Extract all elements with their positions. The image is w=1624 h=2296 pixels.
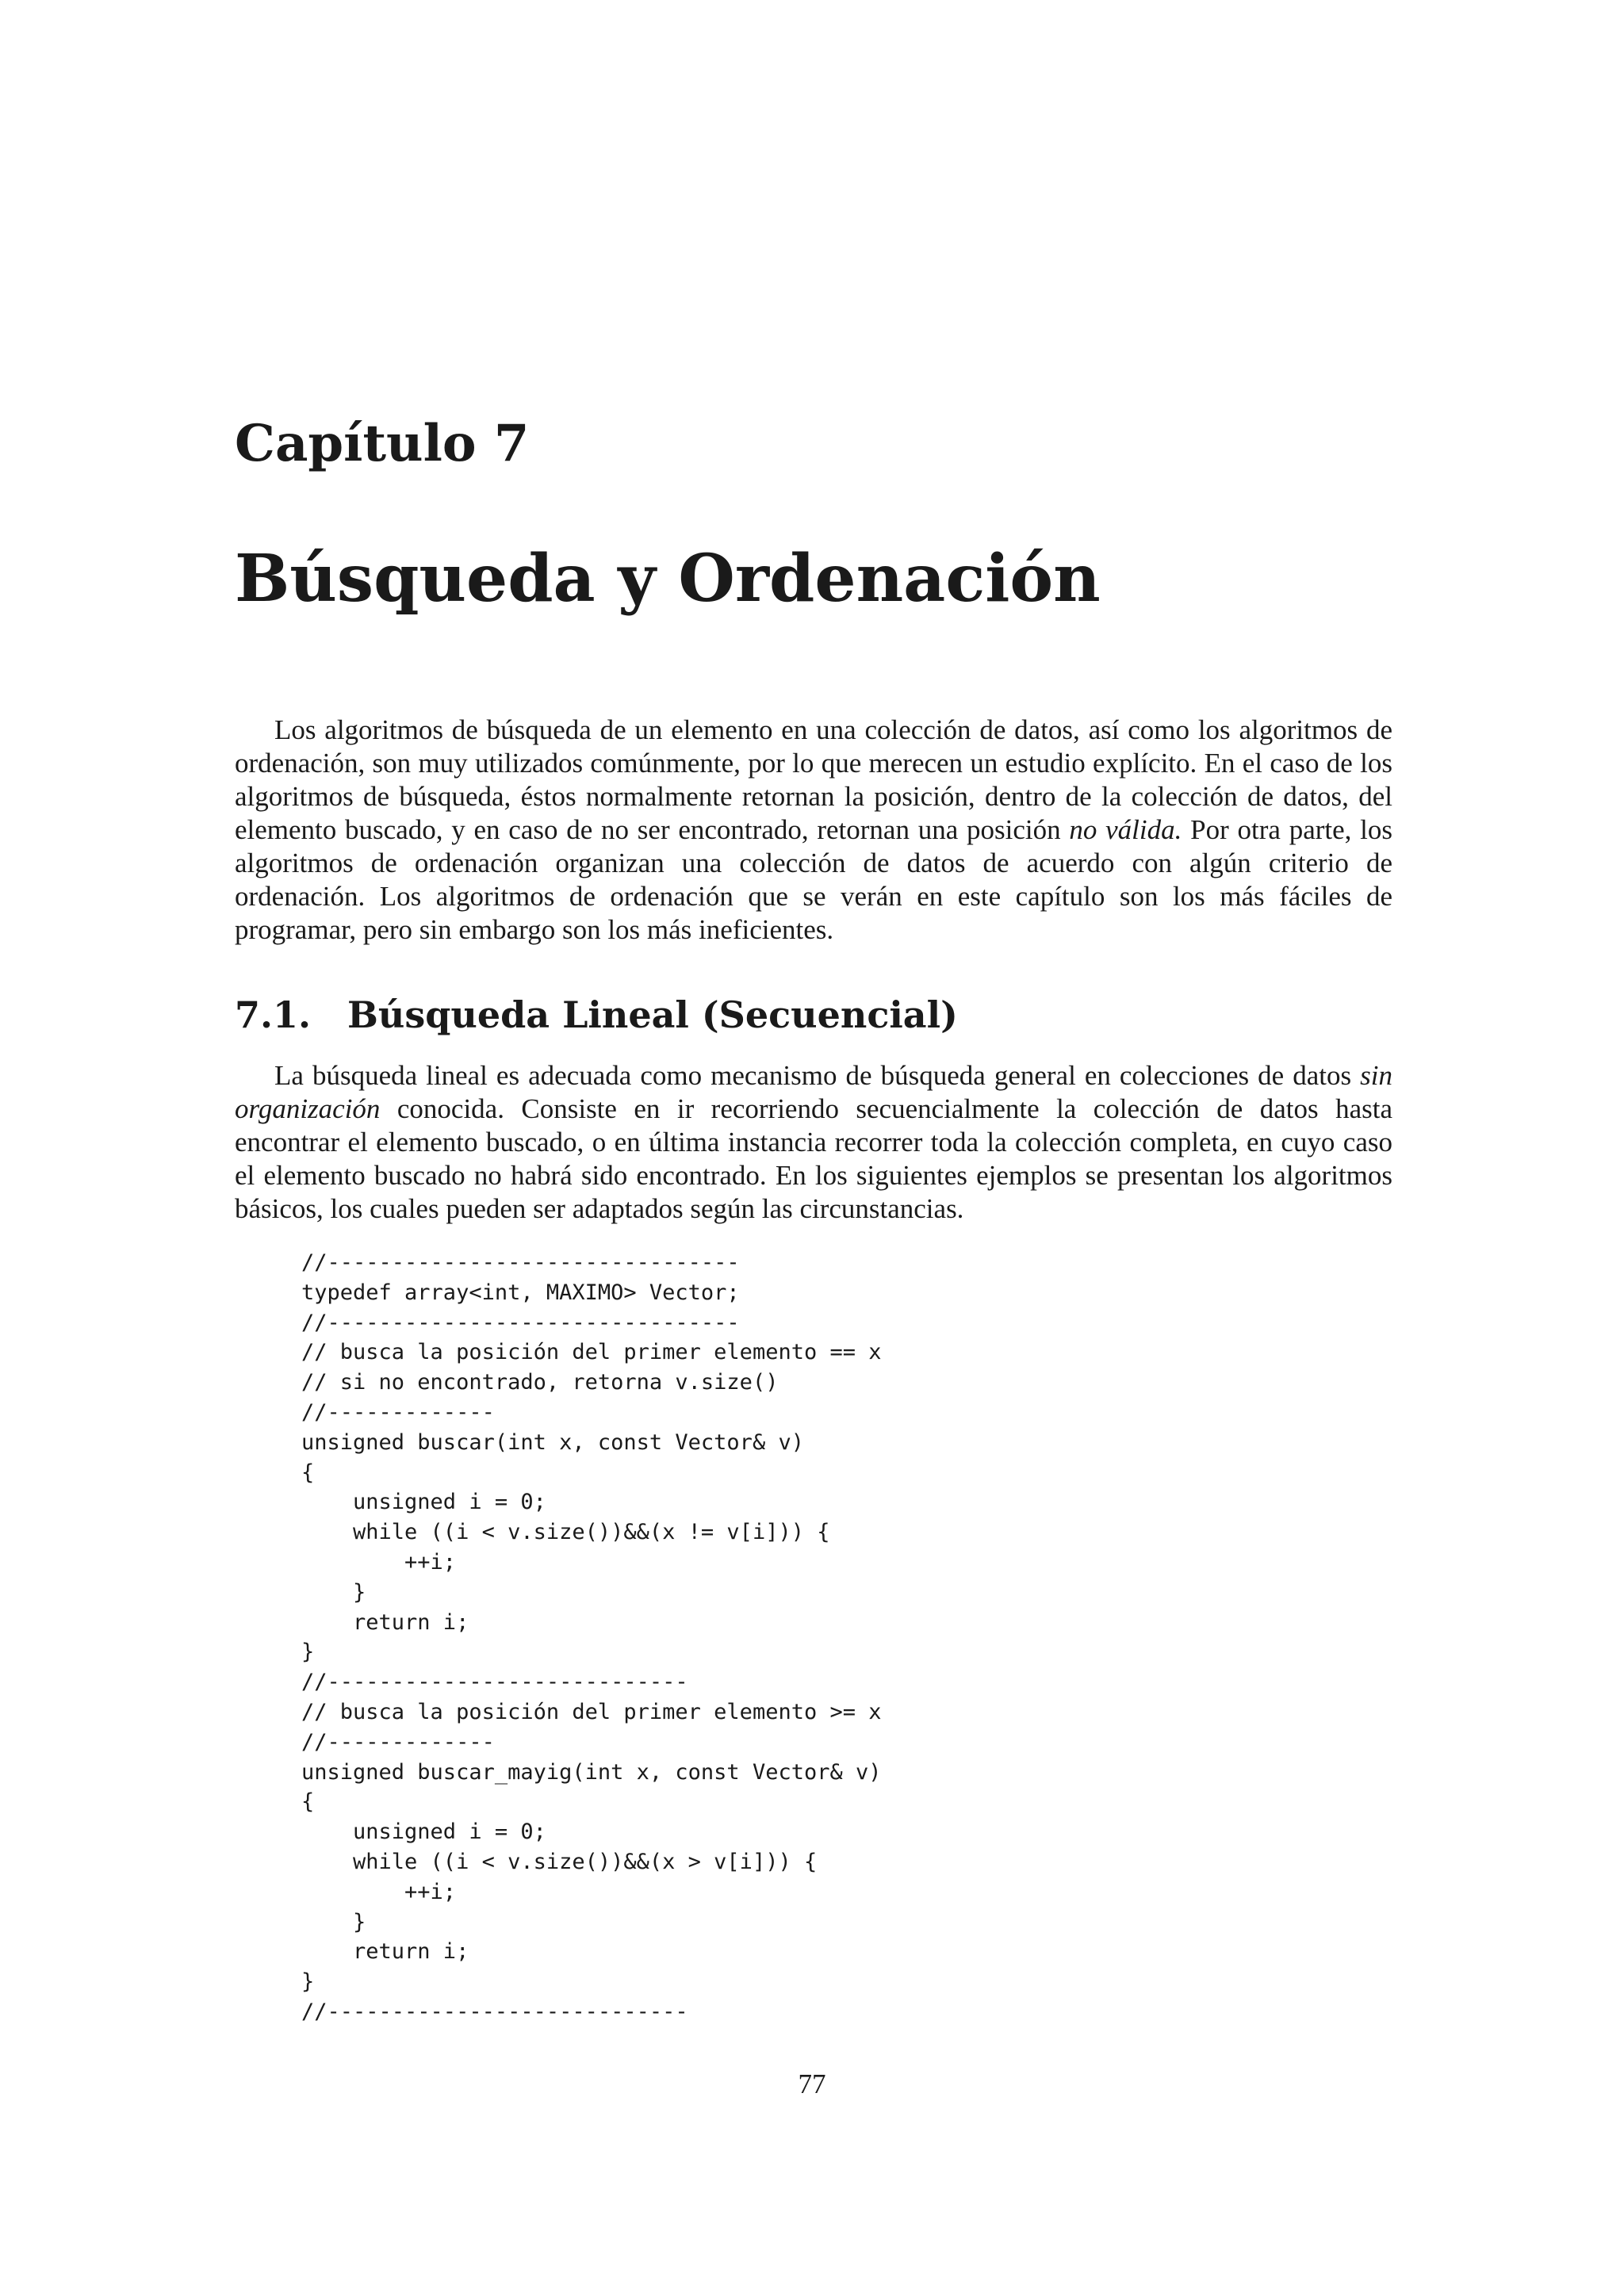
section-paragraph: [235, 1059, 1392, 1226]
code-line: //----------------------------: [301, 1670, 688, 1695]
code-line: return i;: [301, 1609, 469, 1635]
section-text-1: La búsqueda lineal es adecuada como mecanismo de búsqueda general en colecciones de datos: [274, 1060, 1361, 1091]
code-line: // busca la posición del primer elemento >= x: [301, 1699, 882, 1724]
code-line: ++i;: [301, 1549, 457, 1575]
code-line: return i;: [301, 1939, 469, 1965]
code-line: ++i;: [301, 1879, 457, 1904]
code-line: unsigned i = 0;: [301, 1820, 546, 1845]
intro-text-1: Los algoritmos de búsqueda de un elemento en una colección de datos, así como los algoritmos de ordenación, son muy utilizados comúnmente, por lo que merecen un estudio explícito. En el caso de los algoritmos de búsqueda, éstos normalmente retornan la posición, dentro de la colección de datos, del elemento buscado, y en caso de no ser encontrado, retornan una posición: [235, 714, 1392, 845]
code-line: unsigned buscar(int x, const Vector& v): [301, 1429, 804, 1455]
intro-paragraph: [235, 714, 1392, 947]
intro-italic-text: no válida.: [1069, 814, 1182, 845]
code-line: while ((i < v.size())&&(x > v[i])) {: [301, 1849, 818, 1874]
code-line: // busca la posición del primer elemento == x: [301, 1340, 882, 1365]
code-line: //-------------: [301, 1399, 495, 1425]
section-heading: [235, 991, 958, 1039]
code-line: }: [301, 1640, 315, 1665]
section-title: Búsqueda Lineal (Secuencial): [347, 993, 958, 1036]
intro-text-2: Por otra parte, los algoritmos de ordenación organizan una colección de datos de acuerdo con algún criterio de ordenación. Los algoritmos de ordenación que se verán en este capítulo son los más fáciles de programar, pero sin embargo son los más ineficientes.: [235, 814, 1393, 945]
code-line: }: [301, 1969, 315, 1995]
code-line: {: [301, 1789, 315, 1815]
code-line: typedef array<int, MAXIMO> Vector;: [301, 1280, 740, 1305]
code-line: while ((i < v.size())&&(x != v[i])) {: [301, 1520, 830, 1545]
code-line: //-------------: [301, 1729, 495, 1755]
section-number: 7.1.: [235, 993, 312, 1036]
code-line: unsigned i = 0;: [301, 1490, 546, 1515]
section-italic-text: sin organización: [235, 1060, 1392, 1124]
chapter-title: Búsqueda y Ordenación: [235, 541, 1101, 617]
code-line: unsigned buscar_mayig(int x, const Vector& v): [301, 1759, 882, 1785]
code-line: //--------------------------------: [301, 1310, 740, 1335]
chapter-label: Capítulo 7: [235, 414, 530, 473]
code-line: }: [301, 1579, 366, 1605]
code-line: //----------------------------: [301, 1999, 688, 2024]
code-line: {: [301, 1460, 315, 1485]
code-line: // si no encontrado, retorna v.size(): [301, 1370, 779, 1395]
code-line: //--------------------------------: [301, 1250, 740, 1275]
code-line: }: [301, 1909, 366, 1934]
section-text-2: conocida. Consiste en ir recorriendo secuencialmente la colección de datos hasta encontrar el elemento buscado, o en última instancia recorrer toda la colección completa, en cuyo caso el elemento buscado no habrá sido encontrado. En los siguientes ejemplos se presentan los algoritmos básicos, los cuales pueden ser adaptados según las circunstancias.: [235, 1093, 1392, 1224]
page-number: 77: [798, 2068, 826, 2099]
code-listing: [301, 1248, 882, 2027]
